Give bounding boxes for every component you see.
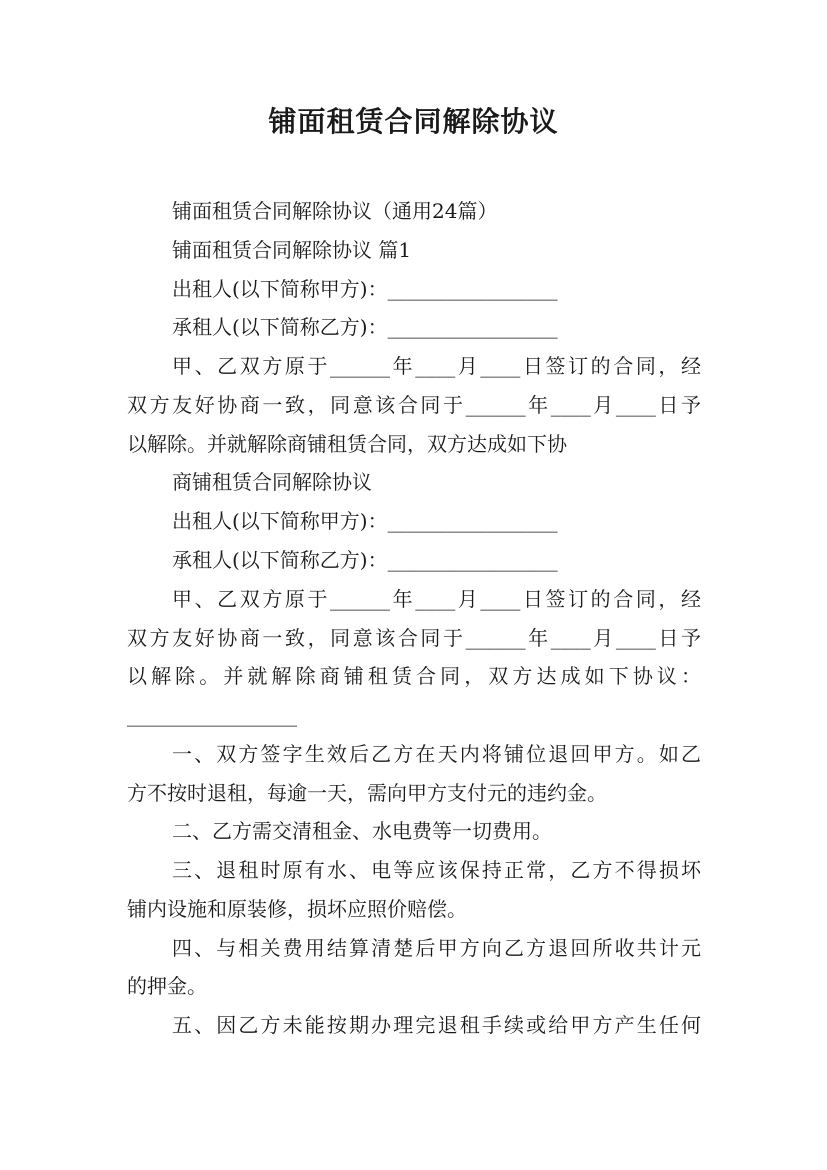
lessee-field: 承租人(以下简称乙方)：_________________	[172, 315, 558, 339]
clause-line: 铺内设施和原装修，损坏应照价赔偿。	[127, 897, 467, 921]
blank-line: _________________	[127, 703, 297, 727]
subtitle-line: 铺面租赁合同解除协议（通用24篇）	[172, 199, 498, 223]
clause-line: 方不按时退租，每逾一天，需向甲方支付元的违约金。	[127, 781, 607, 805]
paragraph-line: 甲、乙双方原于______年____月____日签订的合同，经	[172, 587, 701, 611]
clause-line: 一、双方签字生效后乙方在天内将铺位退回甲方。如乙	[172, 742, 701, 766]
section-heading: 商铺租赁合同解除协议	[172, 470, 372, 494]
clause-line: 的押金。	[127, 974, 207, 998]
lessor-field: 出租人(以下简称甲方)：_________________	[172, 509, 558, 533]
document-title: 铺面租赁合同解除协议	[268, 105, 559, 138]
clause-line: 五、因乙方未能按期办理完退租手续或给甲方产生任何	[172, 1013, 701, 1037]
paragraph-line: 以解除。并就解除商铺租赁合同，双方达成如下协议：	[127, 664, 701, 688]
paragraph-line: 双方友好协商一致，同意该合同于______年____月____日予	[127, 626, 701, 650]
lessor-field: 出租人(以下简称甲方)：_________________	[172, 277, 558, 301]
paragraph-line: 双方友好协商一致，同意该合同于______年____月____日予	[127, 393, 701, 417]
clause-line: 二、乙方需交清租金、水电费等一切费用。	[172, 819, 552, 843]
clause-line: 三、退租时原有水、电等应该保持正常，乙方不得损坏	[172, 858, 701, 882]
paragraph-line: 以解除。并就解除商铺租赁合同，双方达成如下协	[127, 432, 567, 456]
lessee-field: 承租人(以下简称乙方)：_________________	[172, 548, 558, 572]
section-heading: 铺面租赁合同解除协议 篇1	[172, 238, 412, 262]
clause-line: 四、与相关费用结算清楚后甲方向乙方退回所收共计元	[172, 936, 701, 960]
paragraph-line: 甲、乙双方原于______年____月____日签订的合同，经	[172, 354, 701, 378]
